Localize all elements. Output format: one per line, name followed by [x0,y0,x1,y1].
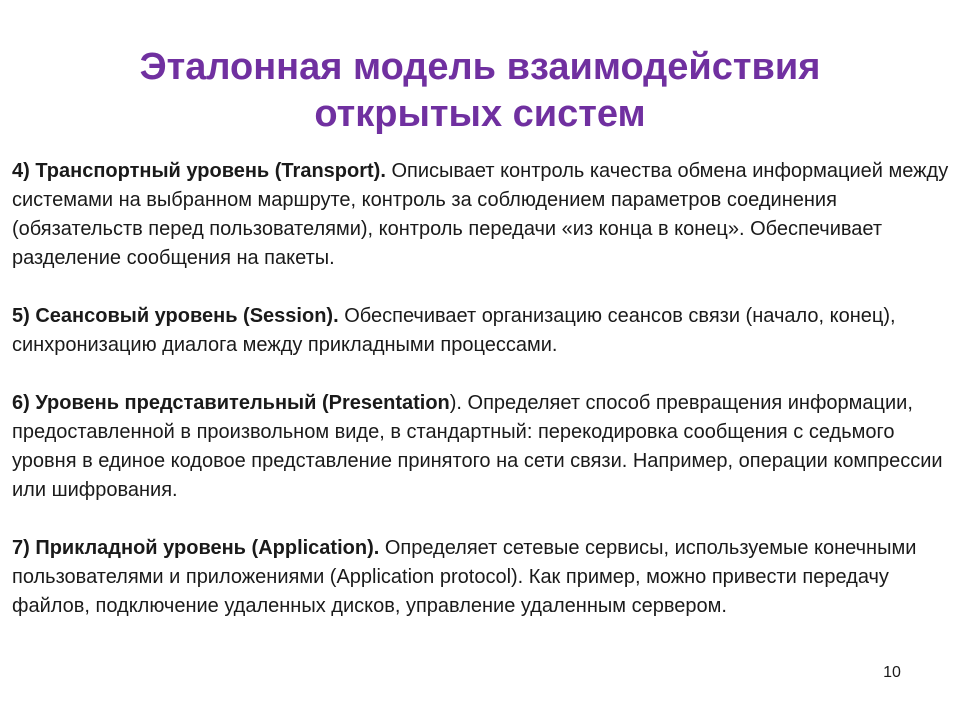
page-number: 10 [883,664,901,681]
paragraph-lead: 7) Прикладной уровень (Application). [12,537,380,559]
paragraph-tail: ). [449,392,462,414]
paragraph-session-layer [12,302,952,360]
paragraph-presentation-layer [12,389,952,505]
paragraph-body: Определяет сетевые сервисы, используемые конечными пользователями и приложениями (Application protocol). Как пример, можно привести передачу файлов, подключение удаленных дисков, управление удаленным сервером. [12,537,917,617]
slide-content [12,157,952,650]
paragraph-lead: 4) Транспортный уровень (Transport). [12,160,386,182]
paragraph-body: Определяет способ превращения информации, предоставленной в произвольном виде, в стандартный: перекодировка сообщения с седьмого уровня в единое кодовое представление принятого на сети связи. Например, операции компрессии или шифрования. [12,392,943,501]
paragraph-body: Описывает контроль качества обмена информацией между системами на выбранном маршруте, контроль за соблюдением параметров соединения (обязательств перед пользователями), контроль передачи «из конца в конец». Обеспечивает разделение сообщения на пакеты. [12,160,949,269]
paragraph-lead: 6) Уровень представительный (Presentation [12,392,450,414]
slide-title-line-1: Эталонная модель взаимодействия [139,46,821,88]
slide-title [60,44,900,138]
paragraph-lead: 5) Сеансовый уровень (Session). [12,305,339,327]
paragraph-body: Обеспечивает организацию сеансов связи (начало, конец), синхронизацию диалога между прикладными процессами. [12,305,896,356]
paragraph-application-layer [12,534,952,621]
paragraph-transport-layer [12,157,952,273]
slide-title-line-2: открытых систем [314,93,646,135]
